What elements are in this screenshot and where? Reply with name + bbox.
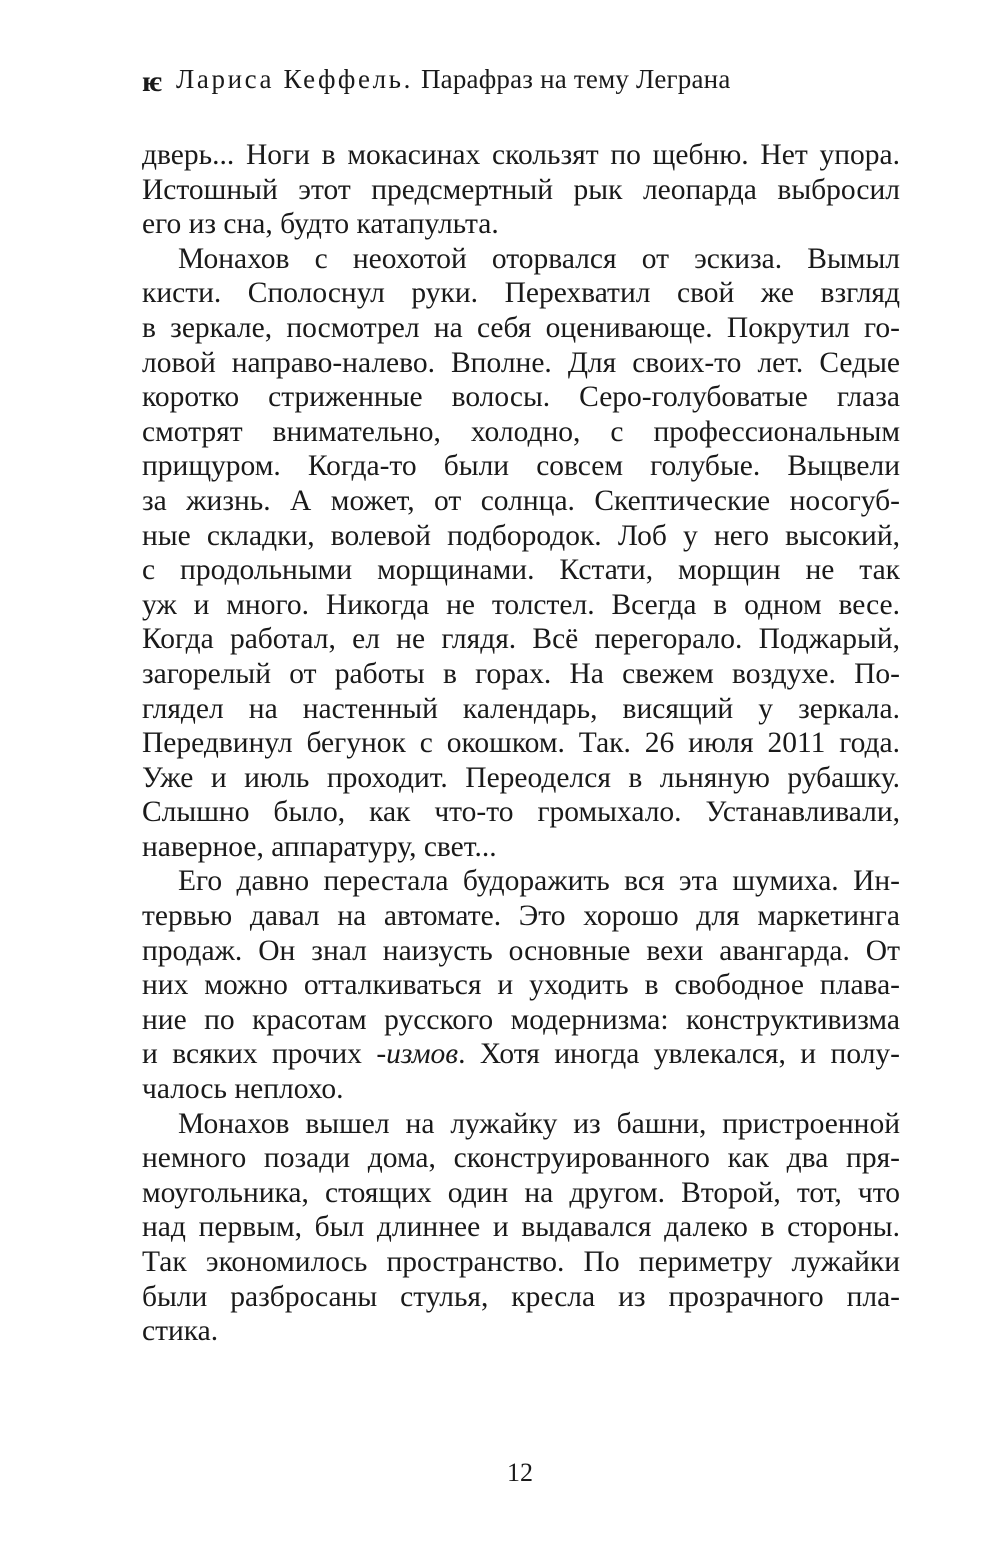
text-line: уж и много. Никогда не толстел. Всегда в одном весе. [142, 588, 900, 621]
text-line: наверное, аппаратуру, свет... [142, 830, 497, 863]
text-line: Его давно перестала будоражить вся эта шумиха. Ин- [178, 865, 900, 898]
text-line: стика. [142, 1315, 219, 1348]
text-line: Уже и июль проходит. Переоделся в льняную рубашку. [142, 761, 900, 794]
text-line: продаж. Он знал наизусть основные вехи авангарда. От [142, 934, 900, 967]
text-line: в зеркале, посмотрел на себя оценивающе. Покрутил го- [142, 311, 900, 344]
text-line: кисти. Сполоснул руки. Перехватил свой же взгляд [142, 277, 900, 310]
text-line: Монахов с неохотой оторвался от эскиза. Вымыл [178, 242, 900, 275]
page-body [142, 138, 900, 1349]
text-line [142, 1037, 900, 1072]
text-line: были разбросаны стулья, кресла из прозрачного пла- [142, 1280, 900, 1313]
text-line: загорелый от работы в горах. На свежем воздухе. По- [142, 657, 900, 690]
text-line: Слышно было, как что-то громыхало. Устанавливали, [142, 796, 900, 829]
text-line: над первым, был длиннее и выдавался далеко в стороны. [142, 1211, 900, 1244]
text-line: прищуром. Когда-то были совсем голубые. Выцвели [142, 450, 900, 483]
text-line: немного позади дома, сконструированного как два пря- [142, 1142, 900, 1175]
header-title: Парафраз на тему Леграна [420, 64, 731, 94]
text-line: Истошный этот предсмертный рык леопарда выбросил [142, 173, 900, 206]
text-line: дверь... Ноги в мокасинах скользят по щебню. Нет упора. [142, 139, 900, 171]
italic-term: -измов [376, 1038, 459, 1071]
page-number: 12 [507, 1458, 533, 1487]
text-line: моугольника, стоящих один на другом. Второй, тот, что [142, 1176, 900, 1209]
text-line: чалось неплохо. [142, 1073, 344, 1106]
text-segment: . Хотя иногда увлекался, и полу- [458, 1038, 900, 1071]
text-line: за жизнь. А может, от солнца. Скептические носогуб- [142, 484, 900, 517]
text-line: Когда работал, ел не глядя. Всё перегорало. Поджарый, [142, 623, 900, 656]
text-line: Так экономилось пространство. По периметру лужайки [142, 1246, 900, 1278]
text-line: глядел на настенный календарь, висящий у зеркала. [142, 692, 900, 725]
text-line: с продольными морщинами. Кстати, морщин не так [142, 554, 900, 587]
text-line: ние по красотам русского модернизма: конструктивизма [142, 1003, 900, 1036]
text-line: ловой направо-налево. Вполне. Для своих-то лет. Седые [142, 346, 900, 379]
text-line: Передвинул бегунок с окошком. Так. 26 июля 2011 года. [142, 727, 900, 760]
publisher-mark-icon: ѥ [142, 65, 162, 98]
running-header [142, 62, 731, 96]
text-line: ные складки, волевой подбородок. Лоб у него высокий, [142, 519, 900, 552]
text-line: смотрят внимательно, холодно, с профессиональным [142, 415, 900, 448]
header-author: Лариса Кеффель. [176, 64, 413, 94]
text-line: них можно отталкиваться и уходить в свободное плава- [142, 969, 900, 1002]
text-line: Монахов вышел на лужайку из башни, пристроенной [178, 1107, 900, 1140]
text-line: тервью давал на автомате. Это хорошо для маркетинга [142, 900, 900, 933]
text-segment: и всяких прочих [142, 1038, 362, 1071]
text-line: его из сна, будто катапульта. [142, 208, 499, 241]
text-line: коротко стриженные волосы. Серо-голубоватые глаза [142, 381, 900, 414]
